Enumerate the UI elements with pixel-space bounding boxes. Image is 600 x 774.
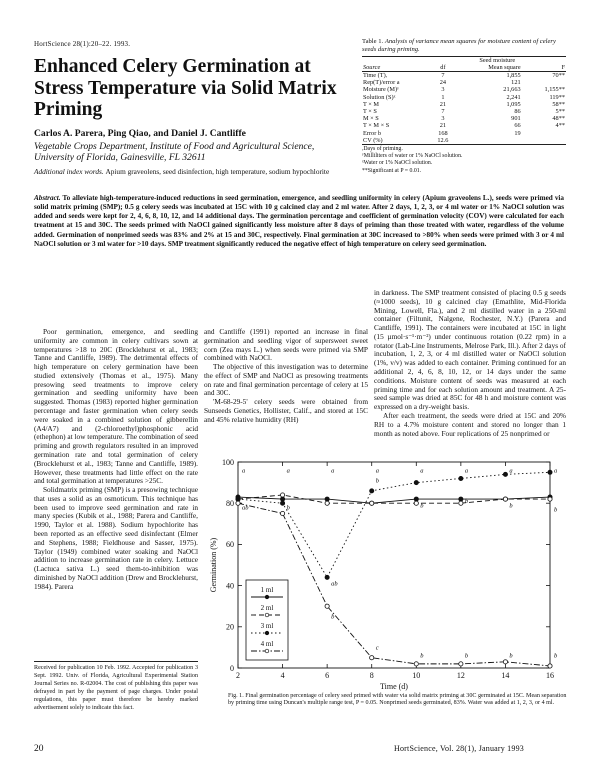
- paragraph: in darkness. The SMP treatment consisted of placing 0.5 g seeds (≈1000 seeds), 10 g calcined clay (Emathlite, Mid-Florida Mining, Lowell, Fla.), and 2 ml distilled water in a 250-ml container (Filtunit, Nalgene, Rochester, N.Y.) (Parera and Cantliffe, 1991). The containers were incubated at 15C in light (15 µmol·s⁻¹·m⁻²) under continuous rotation (0.22 rpm) in a rotator (Lab-Line Instruments, Melrose Park, Ill.). After 2 days of incubation, 1, 2, 3, or 4 ml distilled water or NaOCl solution (1%, v/v) was added to each container. Priming continued for an additional 2, 4, 6, 8, 10, 12, or 14 days under the same conditions. Moisture content of seeds was measured at each priming time and for each solution amount and treatment. A 25-seed sample was dried at 85C for 48 h and moisture content was expressed on a dry-weight basis.: [374, 288, 566, 412]
- significance-letter: a: [286, 467, 290, 475]
- y-tick-label: 0: [230, 663, 234, 673]
- table-row: [362, 130, 566, 137]
- data-point: [459, 501, 463, 505]
- y-tick-label: 80: [226, 499, 234, 508]
- significance-letter: b: [509, 652, 513, 660]
- table-row: [362, 101, 566, 108]
- data-point: [325, 497, 329, 501]
- x-axis-label: Time (d): [380, 682, 408, 691]
- paragraph: After each treatment, the seeds were dried at 15C and 20% RH to a 4.7% moisture content and stored no longer than 1 month as noted above. Four replications of 25 nonprimed or: [374, 410, 566, 438]
- author-list: Carlos A. Parera, Ping Qiao, and Daniel J. Cantliffe: [34, 128, 246, 139]
- journal-header: HortScience 28(1):20–22. 1993.: [34, 40, 131, 48]
- table-cell: 48**: [552, 115, 565, 123]
- col-mean-square: Mean square: [488, 63, 521, 71]
- anova-table: [362, 57, 566, 144]
- table-cell: 168: [438, 129, 448, 137]
- table-cell: T × M × S: [363, 122, 390, 130]
- table-notes: [362, 146, 566, 175]
- paragraph: The objective of this investigation was to determine the effect of SMP and NaOCl as presowing treatments on rate and final germination percentage of celery at 15 and 30C.: [204, 362, 368, 398]
- table-cell: [522, 130, 566, 137]
- data-point: [503, 660, 507, 664]
- table-note: ᵣDays of priming.: [362, 146, 403, 153]
- body-column-1: [34, 328, 198, 591]
- data-point: [280, 501, 284, 505]
- data-point: [236, 497, 240, 501]
- data-point: [236, 501, 240, 505]
- table-row: [362, 72, 566, 79]
- table-cell: 1: [441, 93, 445, 101]
- data-point: [459, 497, 463, 501]
- table-cell: 1,855: [506, 72, 521, 79]
- table-cell: 4**: [555, 122, 565, 130]
- table-cell: 86: [514, 108, 521, 116]
- data-point: [370, 656, 374, 660]
- body-column-2: [204, 328, 368, 425]
- legend-label: 2 ml: [260, 604, 274, 612]
- table-cell: 21: [439, 122, 447, 130]
- table-cell: 1,155**: [544, 86, 565, 94]
- x-tick-label: 8: [369, 671, 374, 680]
- index-words-text: Apium graveolens, seed disinfection, high temperature, sodium hypochlorite: [105, 167, 330, 176]
- legend-label: 1 ml: [260, 586, 274, 594]
- table-row: [362, 122, 566, 129]
- y-tick-label: 40: [226, 581, 234, 591]
- paragraph: and Cantliffe (1991) reported an increase in final germination and seedling vigor of supersweet sweet corn (Zea mays L.) when seeds were primed via SMP combined with NaOCl.: [204, 327, 368, 363]
- x-tick-label: 12: [456, 671, 465, 680]
- table-cell: [522, 79, 566, 86]
- significance-letter: b: [464, 498, 469, 506]
- data-point: [280, 511, 284, 515]
- data-point: [548, 497, 552, 501]
- body-column-3: [374, 289, 566, 438]
- table-cell: 1,095: [506, 100, 521, 108]
- table-row: [362, 94, 566, 101]
- paragraph: Poor germination, emergence, and seedling uniformity are common in celery cultivars sown at temperatures >18 to 20C (Brocklehurst et al., 1983; Tanne and Cantliffe, 1989). The detrimental effects of high temperature on celery germination have been studied extensively (Thomas et al., 1975). Many presowing seed treatments to improve celery germination and seedling uniformity have been suggested. Thomas (1983) reported higher germination percentage and faster germination when celery seeds were soaked in a combined solution of gibberellin (A4/A7) and (2-chloroethyl)phosphonic acid (ethephon) at low temperature. The combination of seed priming and growth regulators resulted in an improved germination rate and total germination of celery (Brocklehurst et al., 1983; Tanne and Cantliffe, 1989). However, these treatments had little effect on the rate and total germination at temperatures >25C.: [34, 327, 198, 486]
- table-note: ˣWater or 1% NaOCl solution.: [362, 160, 433, 167]
- y-tick-label: 100: [222, 457, 234, 467]
- table-cell: 58**: [552, 100, 565, 108]
- figure-caption: [228, 693, 568, 707]
- table-cell: Solution (S)ˣ: [363, 93, 396, 101]
- abstract-text: To alleviate high-temperature-induced reductions in seed germination, emergence, and seedling uniformity in celery (Apium graveolens L.), seeds were primed via solid matrix priming (SMP); 0.5 g celery seeds was incubated at 15C with 10 g calcined clay and 2 ml water. After 2 days, 1, 2, 3, or 4 ml water or 1% NaOCl solution was added and seeds were kept for 2, 4, 6, 8, 10, 12, and 14 additional days. The germination percentage and coefficient of germination velocity (COV) were calculated for each treatment at 15 and 30C. The seeds primed with NaOCl gained significantly less moisture after 8 days of priming than those treated with water, regardless of the volume added. Germination of nonprimed seeds was 83% and 2% at 15 and 30C, respectively. Final germination at 30C increased to >80% when seeds were primed with 3 or 4 ml NaOCl solution or 3 ml water for >10 days. SMP treatment significantly reduced the negative effect of high temperature on celery seed germination.: [34, 194, 565, 248]
- data-point: [414, 501, 418, 505]
- table-cell: 901: [511, 115, 521, 123]
- table-cell: M × S: [363, 115, 379, 123]
- table-bottom-rule: [362, 144, 566, 145]
- series-line-3-ml: [238, 472, 550, 577]
- table-caption: [362, 38, 566, 54]
- table-row: [362, 79, 566, 86]
- legend-marker: [265, 649, 269, 653]
- abstract-label: Abstract.: [34, 194, 61, 202]
- table-cell: Moisture (M)ʸ: [363, 86, 399, 94]
- col-source: Source: [363, 63, 381, 71]
- significance-letter: a: [331, 467, 335, 475]
- table-cell: 5**: [555, 108, 565, 116]
- legend-marker: [265, 613, 269, 617]
- legend-marker: [265, 631, 269, 635]
- table-note: ʸMilliliters of water or 1% NaOCl solution.: [362, 153, 463, 160]
- table-caption-text: Analysis of variance mean squares for moisture content of celery seeds during priming.: [362, 38, 556, 53]
- significance-letter: b: [286, 504, 290, 512]
- table-cell: 7: [441, 108, 445, 116]
- col-df: df: [440, 63, 446, 71]
- received-footnote: Received for publication 10 Feb. 1992. Accepted for publication 3 Sept. 1992. Univ. of Florida, Agricultural Experimental Station Journal Series no. R-02004. The cost of publishing this paper was defrayed in part by the payment of page charges. Under postal regulations, this paper must therefore be hereby marked advertisement solely to indicate this fact.: [34, 665, 198, 711]
- table-caption-label: Table 1.: [362, 38, 384, 45]
- col-f: F: [561, 63, 565, 71]
- data-point: [503, 497, 507, 501]
- significance-letter: b: [420, 502, 424, 510]
- table-cell: 12.6: [437, 136, 449, 144]
- data-point: [414, 662, 418, 666]
- data-point: [280, 497, 284, 501]
- table-cell: [522, 137, 566, 144]
- table-cell: 24: [439, 79, 447, 87]
- y-tick-label: 20: [226, 622, 234, 632]
- data-point: [548, 470, 552, 474]
- y-tick-label: 60: [226, 540, 234, 550]
- significance-letter: b: [331, 613, 335, 621]
- table-cell: CV (%): [363, 136, 383, 144]
- significance-letter: b: [554, 652, 558, 660]
- x-tick-label: 14: [501, 671, 510, 680]
- significance-letter: a: [375, 467, 379, 475]
- figure-caption-text: Final germination percentage of celery seed primed with water via solid matrix priming at 30C germinated at 15C. Mean separation by priming time using Duncan's multiple range test, P = 0.05. Nonprimed seeds germinated, 83%. Water was added at 1, 2, 3, or 4 ml.: [228, 693, 567, 707]
- table-cell: T × S: [363, 108, 377, 116]
- footnote-rule: [34, 661, 198, 662]
- table-cell: 70**: [552, 72, 565, 79]
- header-group: Seed moisture: [479, 56, 516, 64]
- figure-caption-label: Fig. 1.: [228, 693, 244, 699]
- data-point: [325, 575, 329, 579]
- table-cell: 19: [514, 129, 521, 137]
- data-point: [414, 497, 418, 501]
- data-point: [459, 476, 463, 480]
- data-point: [370, 501, 374, 505]
- table-cell: 66: [514, 122, 521, 130]
- data-point: [548, 664, 552, 668]
- x-tick-label: 16: [546, 671, 554, 680]
- significance-letter: b: [464, 652, 469, 660]
- paper-title: Enhanced Celery Germination at Stress Temperature via Solid Matrix Priming: [34, 56, 337, 120]
- table-cell: 7: [441, 72, 445, 79]
- significance-letter: b: [509, 502, 513, 510]
- significance-letter: a: [464, 467, 469, 475]
- x-tick-label: 2: [236, 671, 240, 680]
- significance-letter: b: [375, 477, 379, 485]
- table-row: [362, 86, 566, 93]
- x-tick-label: 10: [412, 671, 421, 680]
- data-point: [325, 501, 329, 505]
- data-point: [370, 489, 374, 493]
- data-point: [459, 662, 463, 666]
- table-cell: 21: [439, 100, 447, 108]
- index-words: [34, 168, 344, 177]
- significance-letter: a: [242, 467, 246, 475]
- significance-letter: a: [554, 467, 558, 475]
- paragraph: Solidmatrix priming (SMP) is a presowing technique that uses a solid as an osmoticum. This technique has been used to improve seed germination and rate in many species (Kubik et al., 1988; Parera and Cantliffe, 1990, Taylor et al. 1988). Sodium hypochlorite has been reported as an effective seed disinfectant (Elmer and Stephens, 1988; Fieldhouse and Sasser, 1975). Taylor (1949) combined water soaking and NaOCl addition to increase germination rate in celery. Lettuce (Lactuca sativa L.) seed them-to-inhibition was diminished by NaOCl addition (Drew and Brocklehurst, 1984). Parera: [34, 485, 198, 591]
- table-row: [362, 115, 566, 122]
- table-cell: [457, 137, 521, 144]
- table-cell: Time (T)ᵣ: [363, 72, 388, 79]
- data-point: [280, 493, 284, 497]
- table-cell: 2,241: [506, 93, 521, 101]
- anova-table-block: [362, 38, 566, 175]
- table-cell: Error b: [363, 129, 382, 137]
- table-row: [362, 137, 566, 144]
- table-cell: 121: [511, 79, 521, 87]
- legend-marker: [265, 595, 269, 599]
- data-point: [325, 604, 329, 608]
- table-cell: 3: [441, 86, 445, 94]
- data-point: [414, 481, 418, 485]
- significance-letter: c: [375, 644, 379, 652]
- germination-chart: [204, 452, 570, 692]
- x-tick-label: 6: [325, 671, 330, 680]
- significance-letter: b: [420, 652, 424, 660]
- table-cell: 21,663: [503, 86, 521, 94]
- table-cell: 3: [441, 115, 445, 123]
- legend-label: 4 ml: [260, 640, 274, 648]
- index-words-label: Additional index words.: [34, 167, 104, 176]
- table-note: **Significant at P = 0.01.: [362, 167, 422, 174]
- data-point: [503, 472, 507, 476]
- table-cell: 119**: [549, 93, 565, 101]
- table-row: [362, 108, 566, 115]
- table-body: [362, 72, 566, 144]
- affiliation: Vegetable Crops Department, Institute of Food and Agricultural Science, University of Florida, Gainesville, FL 32611: [34, 141, 315, 164]
- table-cell: Rep(T)/error a: [363, 79, 400, 87]
- abstract: [34, 194, 564, 249]
- footer-journal: HortScience, Vol. 28(1), January 1993: [394, 744, 524, 753]
- x-tick-label: 4: [280, 671, 285, 680]
- significance-letter: a: [420, 467, 424, 475]
- page-number: 20: [34, 744, 44, 754]
- table-cell: T × M: [363, 100, 380, 108]
- paragraph: 'M-68-29-5' celery seeds were obtained from Sunseeds Genetics, Hollister, Calif., and stored at 15C and 45% relative humidity (RH): [204, 397, 368, 424]
- significance-letter: ab: [242, 504, 249, 512]
- significance-letter: ab: [331, 580, 338, 588]
- legend-label: 3 ml: [260, 622, 274, 630]
- significance-letter: b: [554, 506, 558, 514]
- y-axis-label: Germination (%): [209, 537, 218, 593]
- significance-letter: a: [509, 467, 513, 475]
